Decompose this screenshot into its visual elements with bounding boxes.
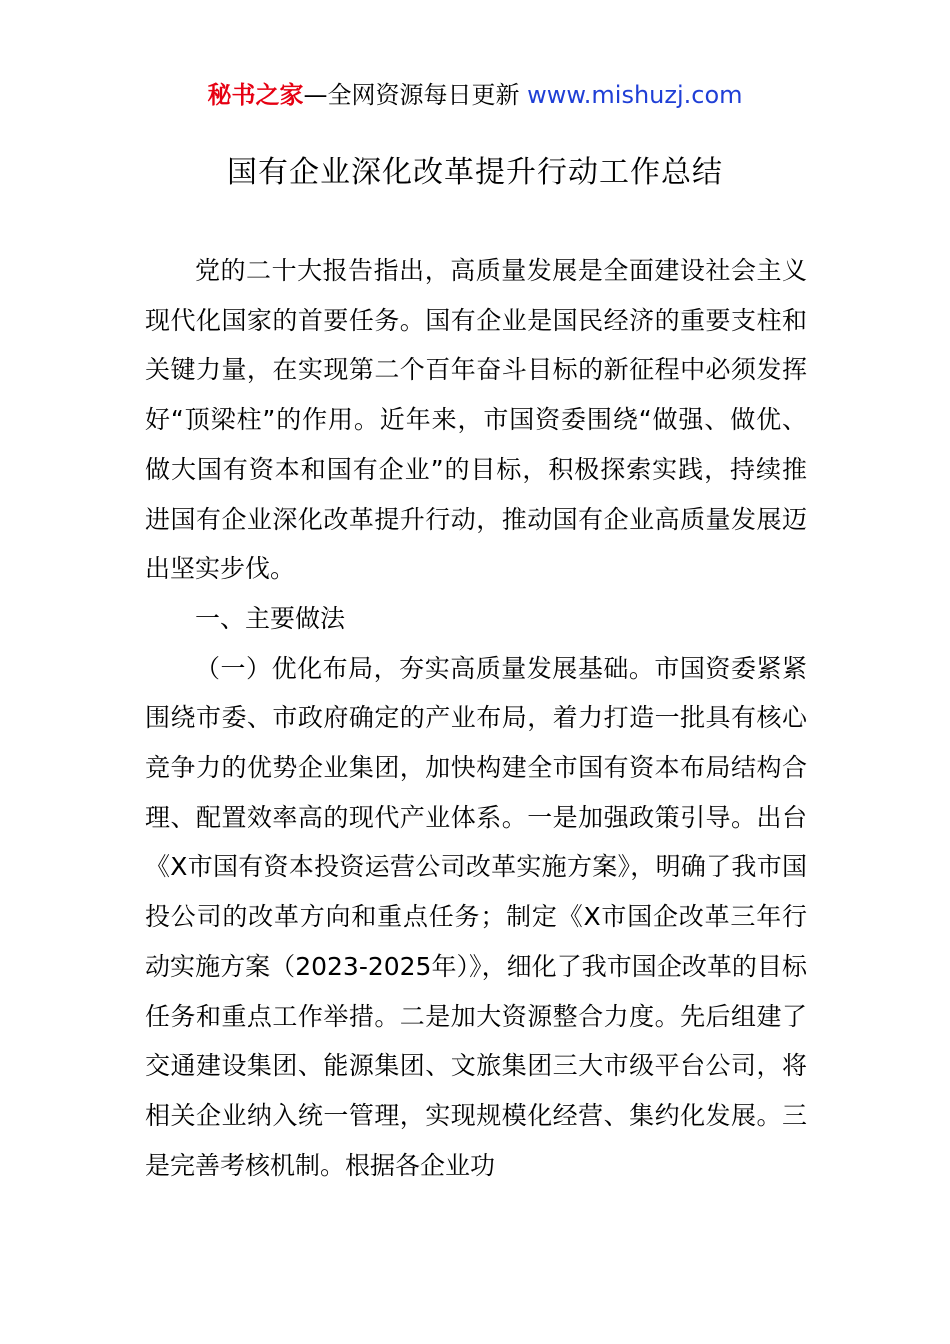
section-heading: 一、主要做法 [195, 603, 346, 633]
site-url-link[interactable]: www.mishuzj.com [527, 81, 743, 109]
brand-name: 秘书之家 [207, 81, 304, 109]
document-title: 国有企业深化改革提升行动工作总结 [227, 155, 723, 190]
document-body [145, 246, 807, 1190]
body-paragraph: （一）优化布局，夯实高质量发展基础。市国资委紧紧围绕市委、市政府确定的产业布局，着力打造一批具有核心竞争力的优势企业集团，加快构建全市国有资本布局结构合理、配置效率高的现代产业体系。一是加强政策引导。出台《X市国有资本投资运营公司改革实施方案》，明确了我市国投公司的改革方向和重点任务；制定《X市国企改革三年行动实施方案（2023-2025年）》，细化了我市国企改革的目标任务和重点工作举措。二是加大资源整合力度。先后组建了交通建设集团、能源集团、文旅集团三大市级平台公司，将相关企业纳入统一管理，实现规模化经营、集约化发展。三是完善考核机制。根据各企业功 [145, 653, 807, 1180]
intro-paragraph: 党的二十大报告指出，高质量发展是全面建设社会主义现代化国家的首要任务。国有企业是国民经济的重要支柱和关键力量，在实现第二个百年奋斗目标的新征程中必须发挥好“顶梁柱”的作用。近年来，市国资委围绕“做强、做优、做大国有资本和国有企业”的目标，积极探索实践，持续推进国有企业深化改革提升行动，推动国有企业高质量发展迈出坚实步伐。 [145, 256, 807, 584]
header-tagline: —全网资源每日更新 [303, 81, 528, 109]
site-header [0, 78, 950, 112]
